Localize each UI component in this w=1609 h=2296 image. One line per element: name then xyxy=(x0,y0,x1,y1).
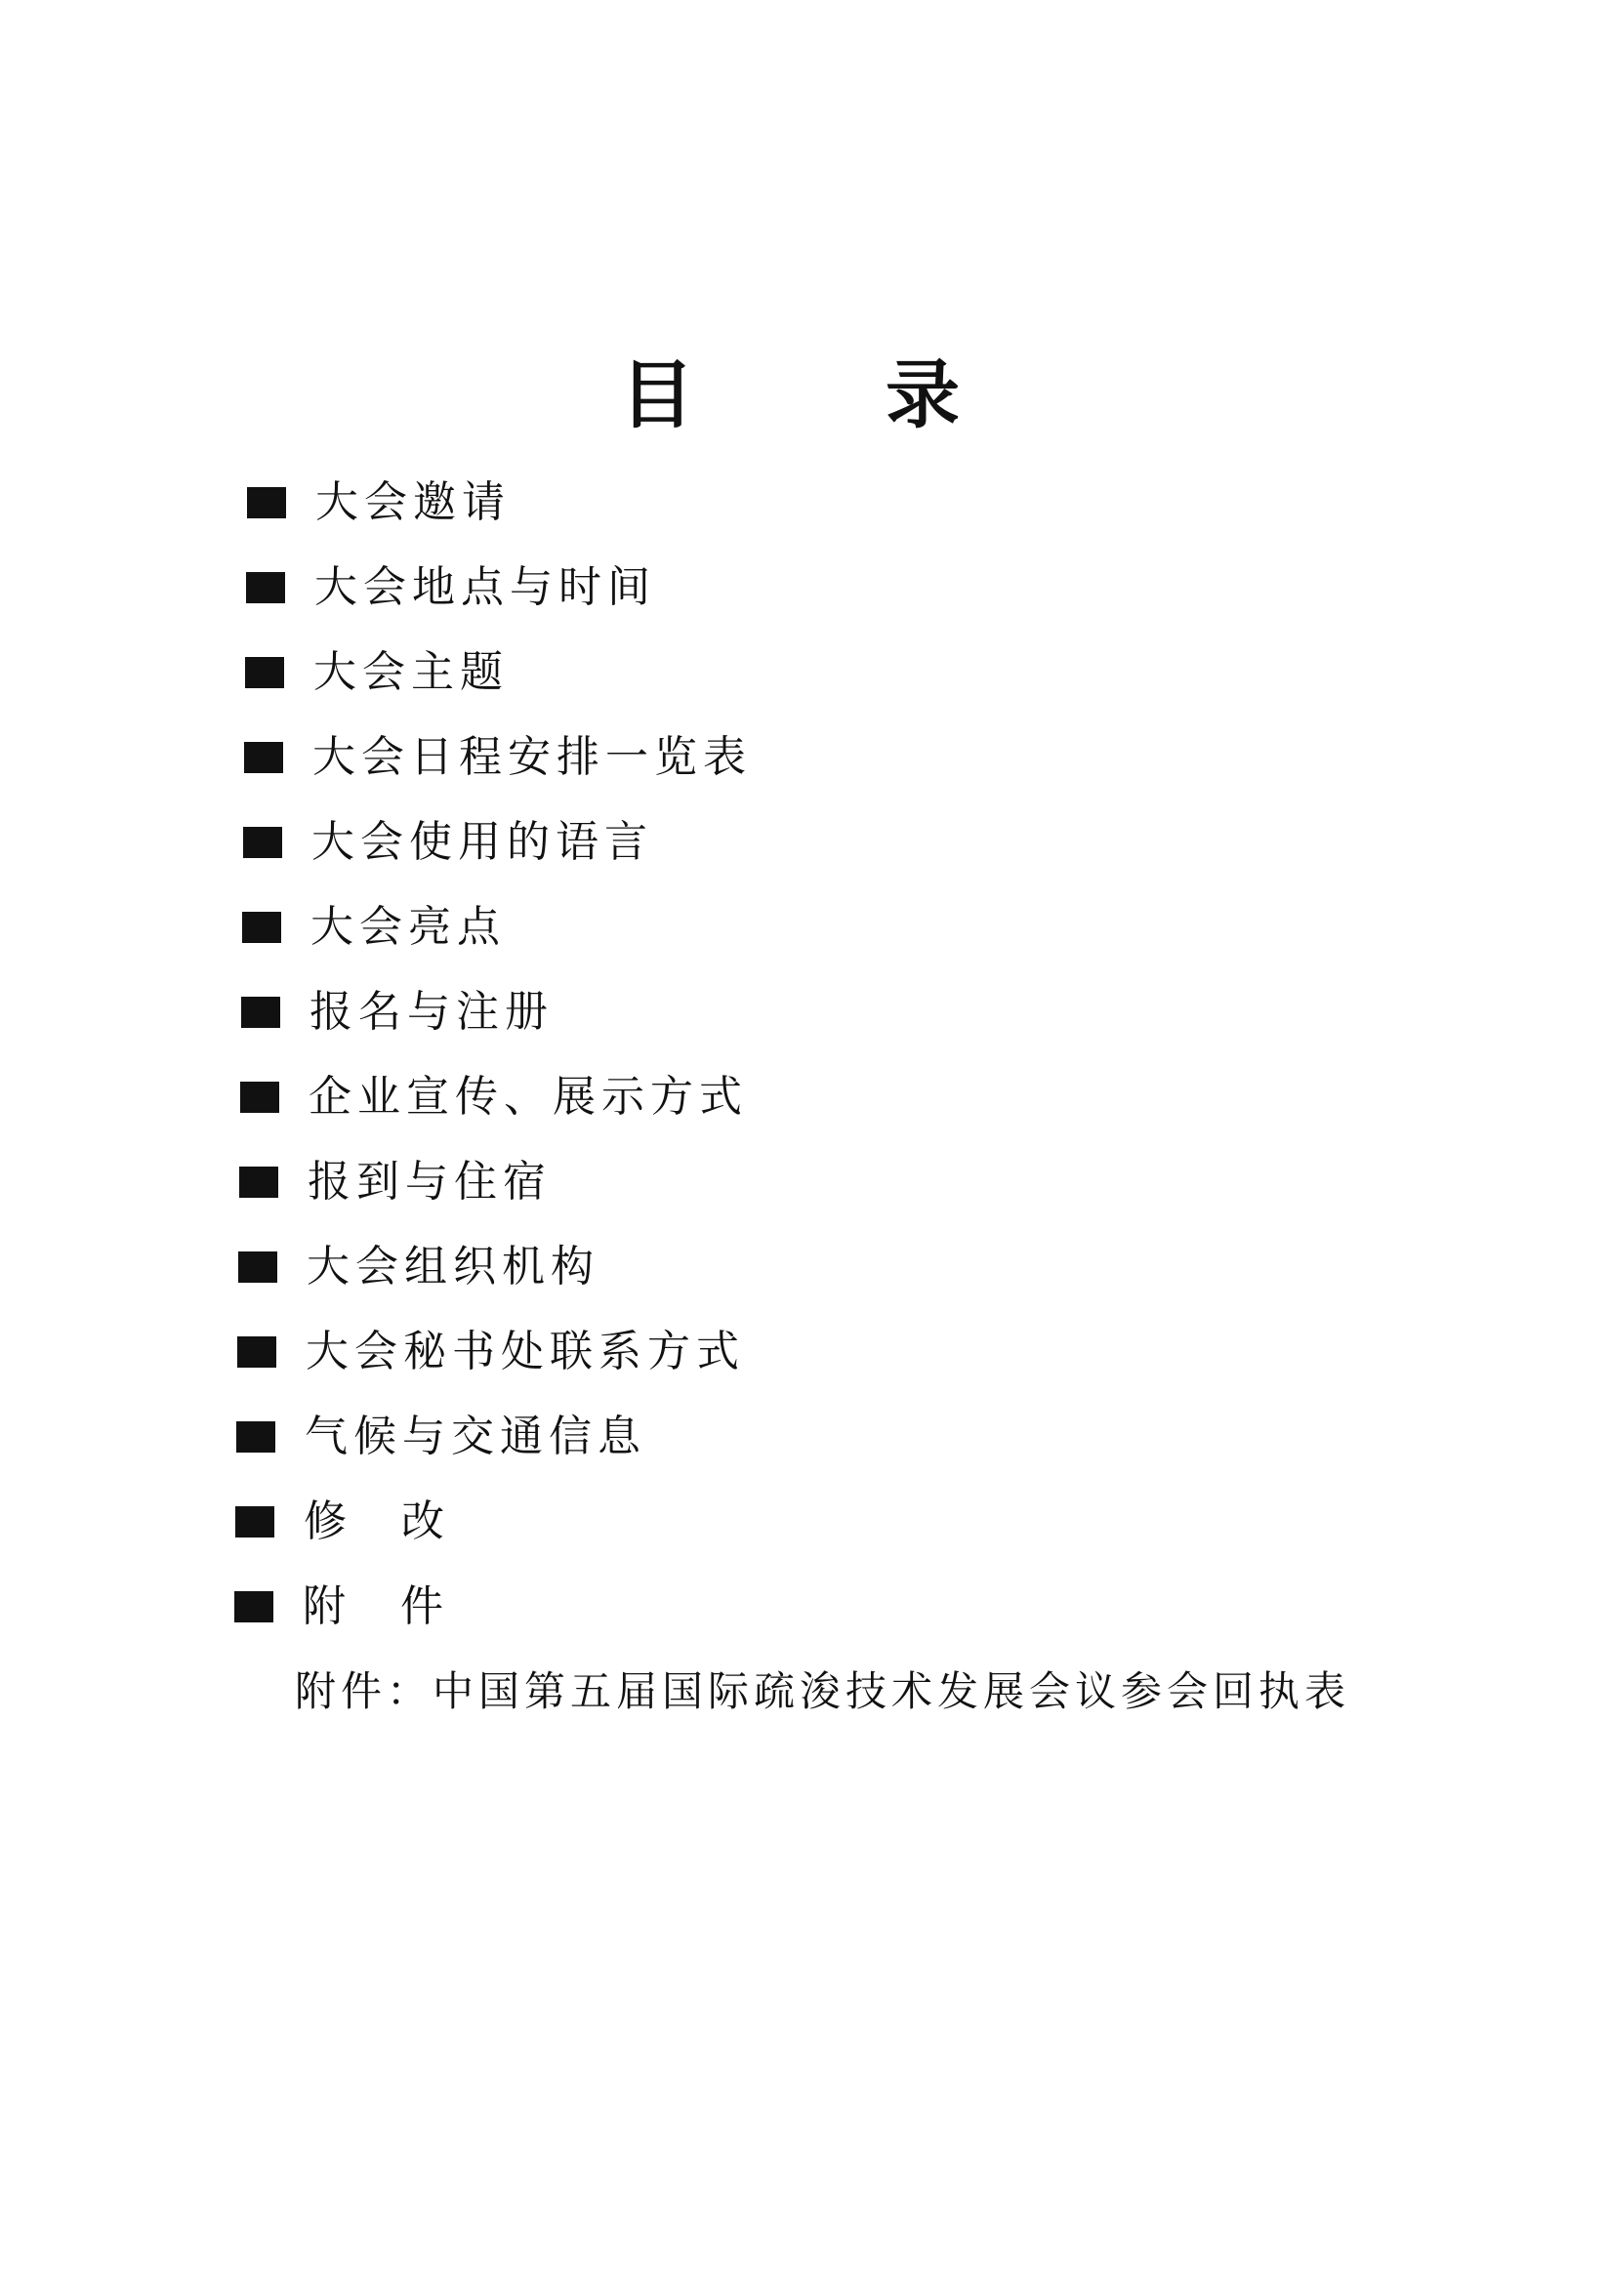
toc-item xyxy=(247,473,511,532)
toc-item-label: 报到与住宿 xyxy=(308,1157,552,1207)
toc-item-label: 大会日程安排一览表 xyxy=(312,732,752,782)
square-bullet-icon xyxy=(234,1591,273,1622)
square-bullet-icon xyxy=(237,1336,276,1368)
square-bullet-icon xyxy=(244,742,283,773)
square-bullet-icon xyxy=(236,1421,275,1453)
toc-item xyxy=(241,983,554,1042)
toc-item-label: 大会主题 xyxy=(313,647,509,697)
toc-item-label: 气候与交通信息 xyxy=(305,1412,646,1461)
toc-item xyxy=(235,1493,450,1551)
toc-item xyxy=(240,1068,748,1127)
toc-item-label: 报名与注册 xyxy=(309,987,554,1037)
toc-item-label: 大会邀请 xyxy=(315,477,511,527)
toc-item xyxy=(237,1323,745,1381)
square-bullet-icon xyxy=(241,997,280,1028)
toc-item-label: 大会组织机构 xyxy=(307,1242,599,1292)
square-bullet-icon xyxy=(246,572,285,603)
square-bullet-icon xyxy=(239,1167,278,1198)
page-title: 目 录 xyxy=(620,351,1018,438)
toc-item-label: 大会秘书处联系方式 xyxy=(306,1327,745,1376)
square-bullet-icon xyxy=(245,657,284,688)
attachment-note: 附件：中国第五届国际疏浚技术发展会议参会回执表 xyxy=(295,1667,1351,1715)
square-bullet-icon xyxy=(247,487,286,518)
toc-item-label: 大会使用的语言 xyxy=(311,817,653,867)
toc-item xyxy=(243,813,653,872)
square-bullet-icon xyxy=(243,827,282,858)
toc-item xyxy=(238,1238,599,1296)
toc-item-label: 修 改 xyxy=(304,1496,450,1546)
toc-item-label: 企业宣传、展示方式 xyxy=(309,1072,748,1122)
toc-item xyxy=(239,1153,552,1211)
toc-item xyxy=(246,558,656,617)
toc-item-label: 附 件 xyxy=(303,1581,449,1631)
square-bullet-icon xyxy=(238,1251,277,1283)
toc-item xyxy=(244,728,752,787)
toc-item-label: 大会亮点 xyxy=(310,902,506,952)
square-bullet-icon xyxy=(235,1506,274,1538)
toc-item xyxy=(245,643,509,702)
toc-item xyxy=(242,898,506,957)
toc-item xyxy=(234,1578,449,1636)
toc-item-label: 大会地点与时间 xyxy=(314,562,656,612)
square-bullet-icon xyxy=(240,1082,279,1113)
toc-item xyxy=(236,1408,646,1466)
square-bullet-icon xyxy=(242,912,281,943)
